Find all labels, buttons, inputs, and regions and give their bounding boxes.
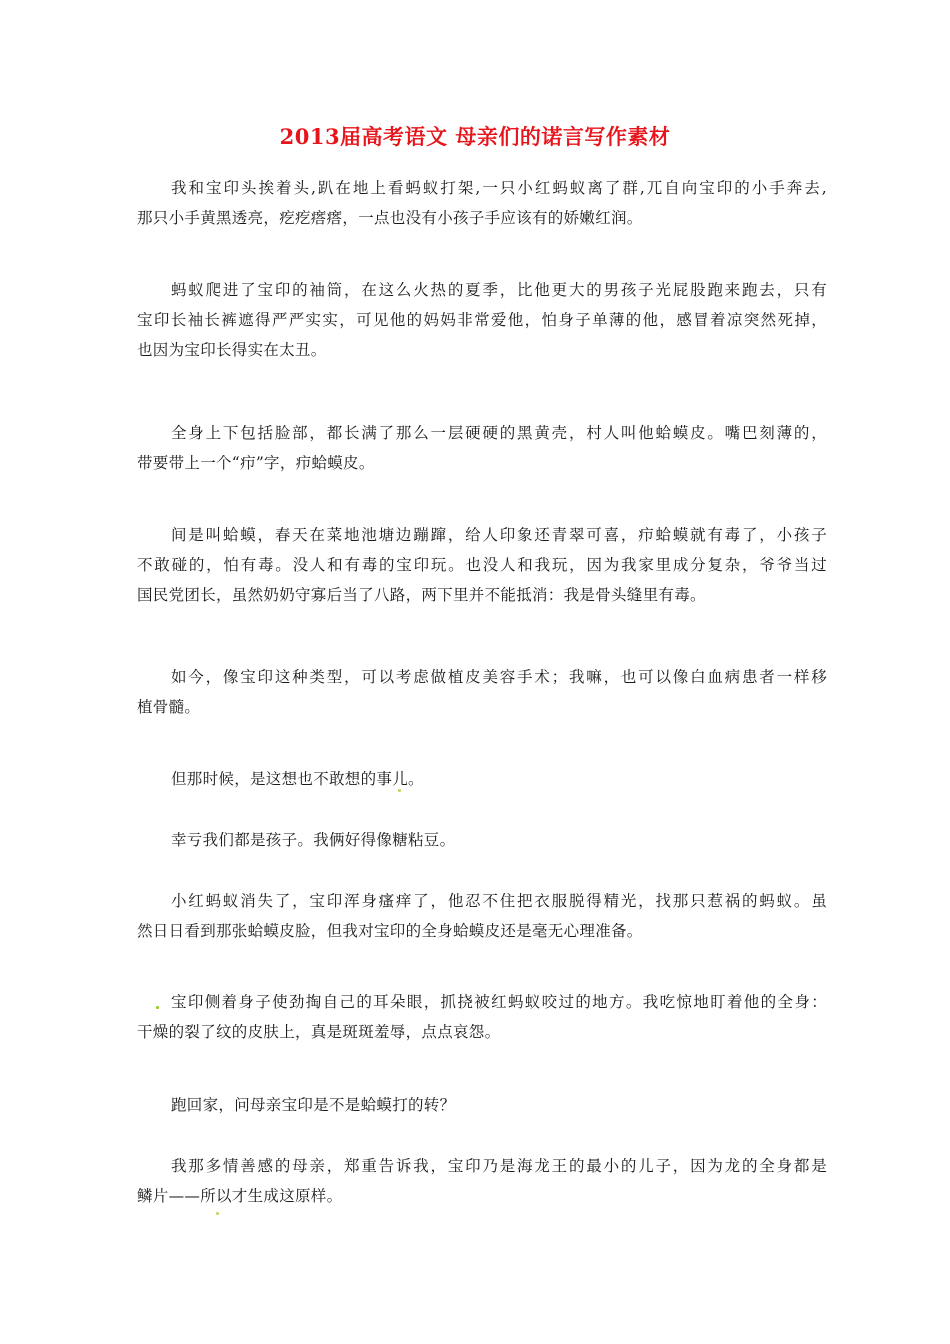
paragraph-line: 如今，像宝印这种类型，可以考虑做植皮美容手术；我嘛，也可以像白血病患者一样移 bbox=[171, 668, 827, 686]
paragraph-line: 但那时候，是这想也不敢想的事儿。 bbox=[171, 770, 424, 788]
paragraph-line: 然日日看到那张蛤蟆皮脸，但我对宝印的全身蛤蟆皮还是毫无心理准备。 bbox=[137, 922, 643, 940]
paragraph-5 bbox=[137, 662, 827, 722]
paragraph-8 bbox=[137, 886, 827, 946]
paragraph-4 bbox=[137, 520, 827, 610]
paragraph-line: 幸亏我们都是孩子。我俩好得像糖粘豆。 bbox=[171, 831, 456, 849]
paragraph-6 bbox=[137, 764, 827, 794]
paragraph-line: 间是叫蛤蟆，春天在菜地池塘边蹦蹿，给人印象还青翠可喜，疖蛤蟆就有毒了，小孩子 bbox=[171, 526, 827, 544]
paragraph-line: 全身上下包括脸部，都长满了那么一层硬硬的黑黄壳，村人叫他蛤蟆皮。嘴巴刻薄的， bbox=[171, 424, 827, 442]
paragraph-1 bbox=[137, 173, 827, 233]
paragraph-line: 干燥的裂了纹的皮肤上，真是斑斑羞辱，点点哀怨。 bbox=[137, 1023, 501, 1041]
paragraph-3 bbox=[137, 418, 827, 478]
paragraph-line: 带要带上一个“疖”字，疖蛤蟆皮。 bbox=[137, 454, 375, 472]
paragraph-line: 植骨髓。 bbox=[137, 698, 201, 716]
paragraph-line: 国民党团长，虽然奶奶守寡后当了八路，两下里并不能抵消：我是骨头缝里有毒。 bbox=[137, 586, 706, 604]
scan-speck-mark bbox=[216, 1212, 219, 1215]
paragraph-line: 鳞片——所以才生成这原样。 bbox=[137, 1187, 343, 1205]
scan-speck-mark bbox=[398, 789, 401, 792]
paragraph-2 bbox=[137, 275, 827, 365]
paragraph-line: 我那多情善感的母亲，郑重告诉我，宝印乃是海龙王的最小的儿子，因为龙的全身都是 bbox=[171, 1157, 827, 1175]
paragraph-line: 那只小手黄黑透亮，疙疙瘩瘩，一点也没有小孩子手应该有的娇嫩红润。 bbox=[137, 209, 643, 227]
paragraph-line: 宝印侧着身子使劲掏自己的耳朵眼，抓挠被红蚂蚁咬过的地方。我吃惊地盯着他的全身： bbox=[171, 993, 827, 1011]
paragraph-line: 也因为宝印长得实在太丑。 bbox=[137, 341, 327, 359]
paragraph-line: 宝印长袖长裤遮得严严实实，可见他的妈妈非常爱他，怕身子单薄的他，感冒着凉突然死掉， bbox=[137, 311, 827, 329]
scan-speck-mark bbox=[156, 1006, 159, 1009]
paragraph-line: 小红蚂蚁消失了，宝印浑身瘙痒了，他忍不住把衣服脱得精光，找那只惹祸的蚂蚁。虽 bbox=[171, 892, 827, 910]
paragraph-line: 我和宝印头挨着头,趴在地上看蚂蚁打架,一只小红蚂蚁离了群,兀自向宝印的小手奔去, bbox=[171, 179, 827, 197]
paragraph-9 bbox=[137, 987, 827, 1047]
document-title: 2013届高考语文 母亲们的诺言写作素材 bbox=[279, 124, 671, 149]
paragraph-10 bbox=[137, 1090, 827, 1120]
paragraph-11 bbox=[137, 1151, 827, 1211]
paragraph-7 bbox=[137, 825, 827, 855]
paragraph-line: 蚂蚁爬进了宝印的袖筒，在这么火热的夏季，比他更大的男孩子光屁股跑来跑去，只有 bbox=[171, 281, 827, 299]
paragraph-line: 跑回家，问母亲宝印是不是蛤蟆打的转？ bbox=[171, 1096, 456, 1114]
paragraph-line: 不敢碰的，怕有毒。没人和有毒的宝印玩。也没人和我玩，因为我家里成分复杂，爷爷当过 bbox=[137, 556, 827, 574]
